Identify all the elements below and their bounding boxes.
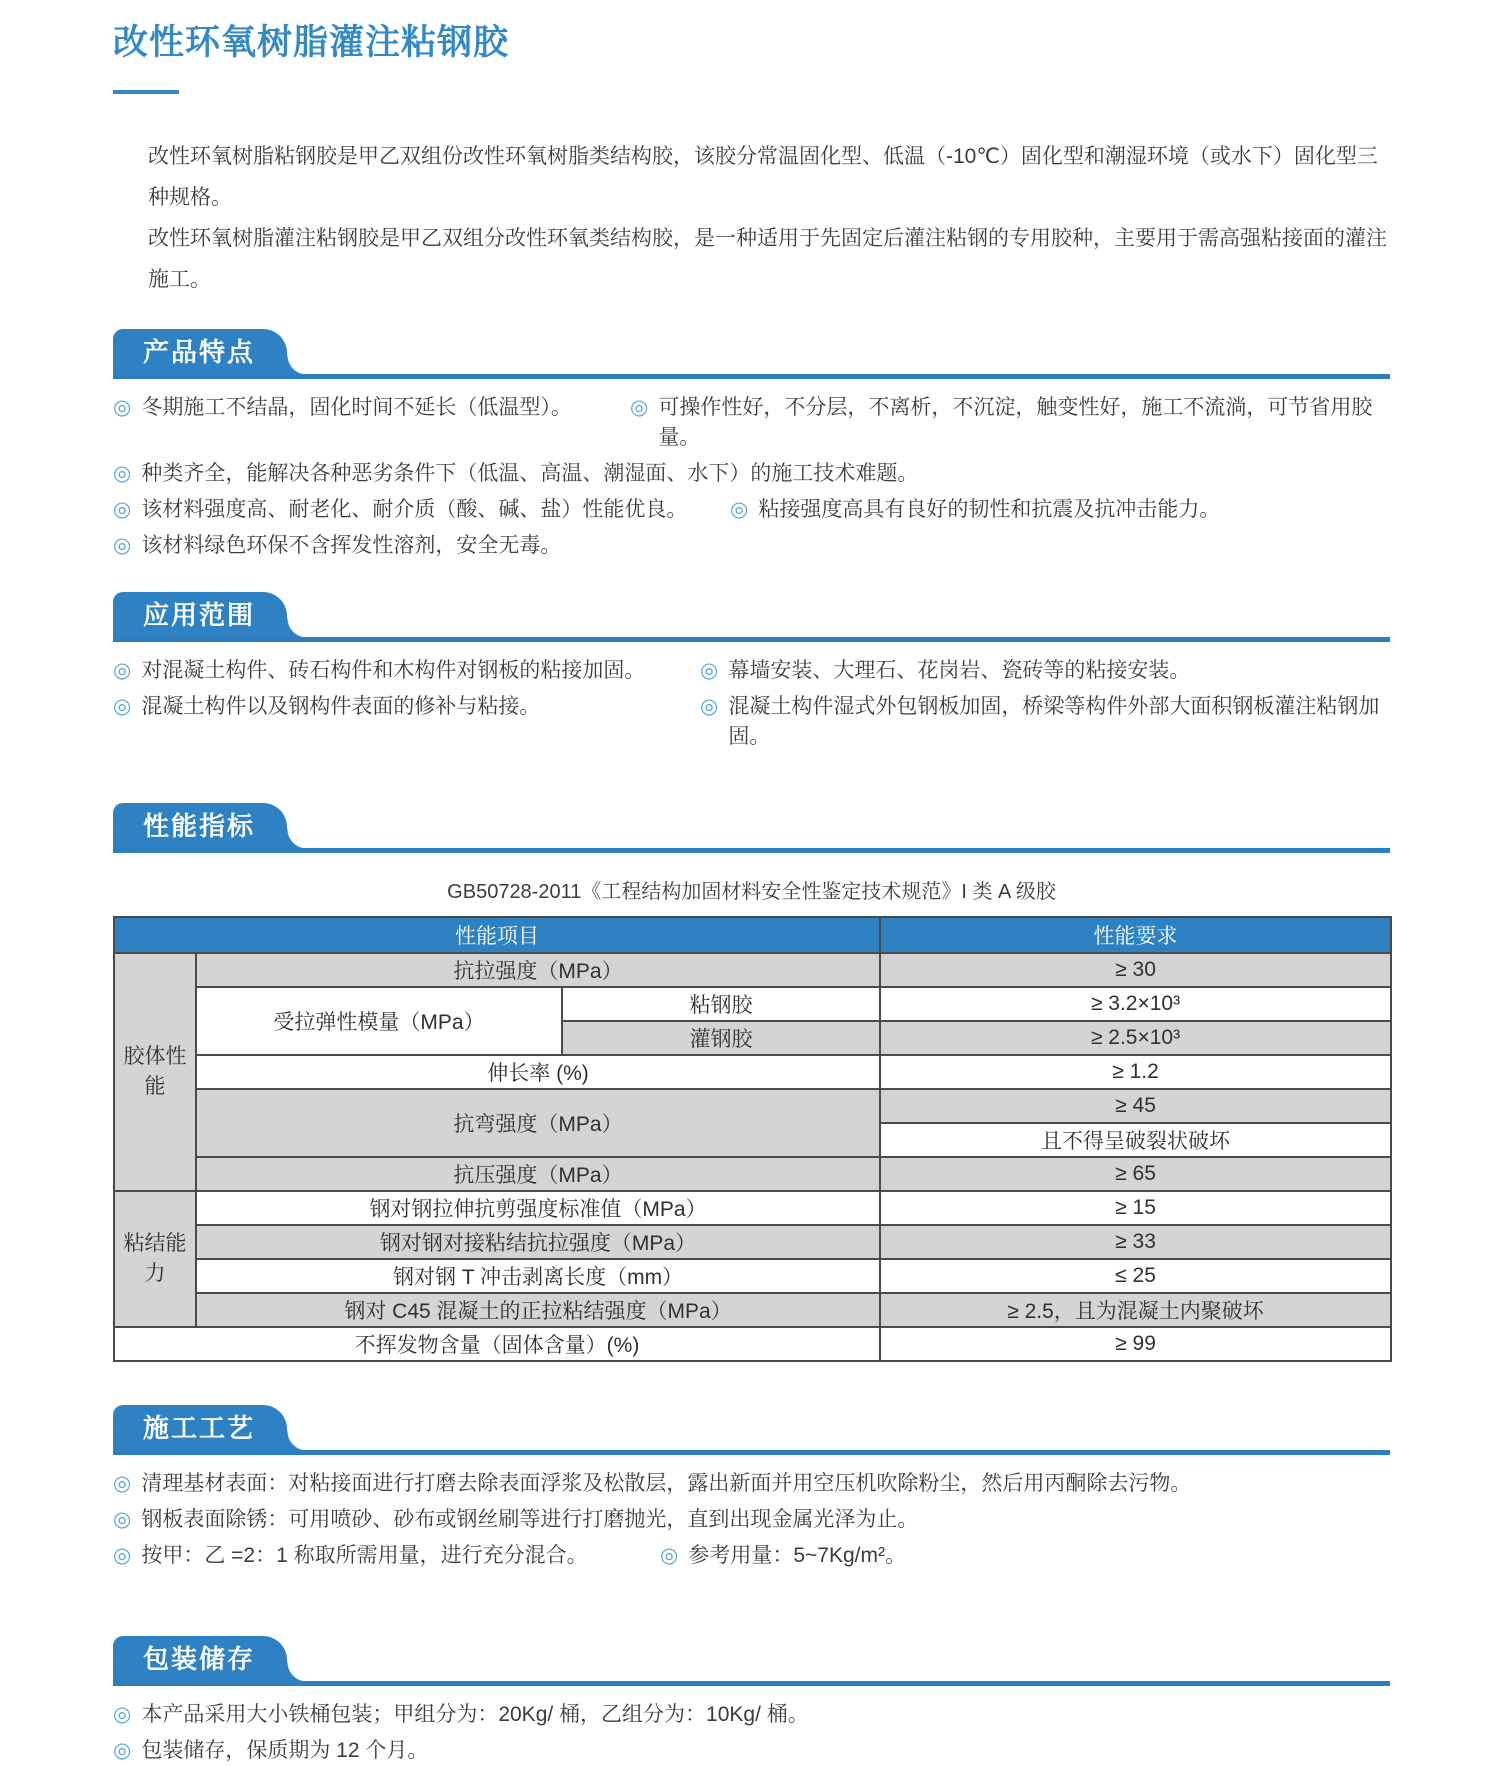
- item-cell: 钢对 C45 混凝土的正拉粘结强度（MPa）: [196, 1293, 880, 1327]
- double-circle-bullet-icon: ◎: [113, 1544, 132, 1567]
- list-item: [113, 1700, 809, 1730]
- bullet-text: 本产品采用大小铁桶包装；甲组分为：20Kg/ 桶，乙组分为：10Kg/ 桶。: [141, 1703, 809, 1726]
- bullet-text: 对混凝土构件、砖石构件和木构件对钢板的粘接加固。: [141, 659, 646, 682]
- table-row: [114, 1225, 1391, 1259]
- bullet-text: 混凝土构件以及钢构件表面的修补与粘接。: [141, 695, 541, 718]
- double-circle-bullet-icon: ◎: [730, 498, 749, 521]
- applications-list: [113, 656, 1390, 752]
- bullet-text: 参考用量：5~7Kg/m²。: [688, 1544, 906, 1567]
- bullet-text: 按甲：乙 =2：1 称取所需用量，进行充分混合。: [141, 1544, 588, 1567]
- intro-line-1: 改性环氧树脂粘钢胶是甲乙双组份改性环氧树脂类结构胶，该胶分常温固化型、低温（-10℃）固化型和潮湿环境（或水下）固化型三种规格。: [148, 145, 1378, 209]
- requirement-cell: ≥ 45: [880, 1089, 1391, 1123]
- bullet-text: 该材料绿色环保不含挥发性溶剂，安全无毒。: [141, 534, 562, 557]
- list-item: [730, 495, 1220, 525]
- table-row: [114, 1089, 1391, 1123]
- intro-paragraphs: [113, 136, 1390, 300]
- bullet-text: 钢板表面除锈：可用喷砂、砂布或钢丝刷等进行打磨抛光，直到出现金属光泽为止。: [141, 1508, 919, 1531]
- table-row: [114, 953, 1391, 987]
- list-item: [113, 1505, 918, 1535]
- requirement-cell: ≥ 2.5×10³: [880, 1021, 1391, 1055]
- title-underline-bar: [113, 90, 179, 94]
- requirement-cell: ≥ 65: [880, 1157, 1391, 1191]
- list-row: [113, 656, 1390, 686]
- double-circle-bullet-icon: ◎: [113, 695, 132, 718]
- list-item: [113, 459, 918, 489]
- bullet-text: 粘接强度高具有良好的韧性和抗震及抗冲击能力。: [758, 498, 1221, 521]
- section-header-packaging: [113, 1635, 1390, 1686]
- subitem-cell: 粘钢胶: [562, 987, 880, 1021]
- subitem-cell: 灌钢胶: [562, 1021, 880, 1055]
- list-row: [113, 1505, 1390, 1535]
- requirement-cell: ≥ 15: [880, 1191, 1391, 1225]
- section-header-performance: [113, 802, 1390, 853]
- section-badge-features: 产品特点: [113, 329, 287, 375]
- double-circle-bullet-icon: ◎: [113, 1508, 132, 1531]
- table-header-item: 性能项目: [114, 917, 880, 953]
- requirement-cell: 且不得呈破裂状破坏: [880, 1123, 1391, 1157]
- table-row: [114, 987, 1391, 1021]
- table-header-requirement: 性能要求: [880, 917, 1391, 953]
- list-item: [700, 656, 1190, 686]
- section-badge-packaging: 包装储存: [113, 1636, 287, 1682]
- double-circle-bullet-icon: ◎: [113, 1739, 132, 1762]
- item-cell: 钢对钢 T 冲击剥离长度（mm）: [196, 1259, 880, 1293]
- item-cell: 钢对钢对接粘结抗拉强度（MPa）: [196, 1225, 880, 1259]
- item-cell: 钢对钢拉伸抗剪强度标准值（MPa）: [196, 1191, 880, 1225]
- double-circle-bullet-icon: ◎: [660, 1544, 679, 1567]
- list-item: [113, 1541, 660, 1571]
- list-row: [113, 531, 1390, 561]
- list-row: [113, 1469, 1390, 1499]
- performance-table: [113, 916, 1392, 1362]
- section-badge-performance: 性能指标: [113, 803, 287, 849]
- item-cell: 抗弯强度（MPa）: [196, 1089, 880, 1157]
- list-item: [660, 1541, 906, 1571]
- section-header-process: [113, 1404, 1390, 1455]
- intro-line-2: 改性环氧树脂灌注粘钢胶是甲乙双组分改性环氧类结构胶，是一种适用于先固定后灌注粘钢的专用胶种，主要用于需高强粘接面的灌注施工。: [148, 227, 1387, 291]
- packaging-list: [113, 1700, 1390, 1766]
- list-item: [113, 1469, 1191, 1499]
- list-row: [113, 459, 1390, 489]
- item-cell: 抗压强度（MPa）: [196, 1157, 880, 1191]
- list-row: [113, 1700, 1390, 1730]
- bullet-text: 可操作性好，不分层，不离析，不沉淀，触变性好，施工不流淌，可节省用胶量。: [658, 396, 1373, 449]
- table-caption: GB50728-2011《工程结构加固材料安全性鉴定技术规范》I 类 A 级胶: [447, 881, 1056, 903]
- item-cell: 受拉弹性模量（MPa）: [196, 987, 562, 1055]
- list-row: [113, 495, 1390, 525]
- list-item: [113, 692, 700, 752]
- section-header-features: [113, 328, 1390, 379]
- table-row: [114, 1157, 1391, 1191]
- requirement-cell: ≥ 99: [880, 1327, 1391, 1361]
- double-circle-bullet-icon: ◎: [113, 659, 132, 682]
- double-circle-bullet-icon: ◎: [630, 396, 649, 419]
- bullet-text: 冬期施工不结晶，固化时间不延长（低温型）。: [141, 396, 572, 419]
- table-row: [114, 1327, 1391, 1361]
- item-cell: 不挥发物含量（固体含量）(%): [114, 1327, 880, 1361]
- bullet-text: 混凝土构件湿式外包钢板加固，桥梁等构件外部大面积钢板灌注粘钢加固。: [728, 695, 1380, 748]
- requirement-cell: ≥ 1.2: [880, 1055, 1391, 1089]
- table-row: [114, 1055, 1391, 1089]
- section-badge-applications: 应用范围: [113, 592, 287, 638]
- list-row: [113, 692, 1390, 752]
- requirement-cell: ≥ 2.5，且为混凝土内聚破坏: [880, 1293, 1391, 1327]
- double-circle-bullet-icon: ◎: [700, 659, 719, 682]
- item-cell: 伸长率 (%): [196, 1055, 880, 1089]
- table-row: [114, 1191, 1391, 1225]
- page-title: 改性环氧树脂灌注粘钢胶: [113, 23, 510, 62]
- double-circle-bullet-icon: ◎: [113, 1703, 132, 1726]
- double-circle-bullet-icon: ◎: [113, 396, 132, 419]
- double-circle-bullet-icon: ◎: [113, 462, 132, 485]
- requirement-cell: ≥ 30: [880, 953, 1391, 987]
- features-list: [113, 393, 1390, 561]
- table-row: [114, 1259, 1391, 1293]
- requirement-cell: ≤ 25: [880, 1259, 1391, 1293]
- process-list: [113, 1469, 1390, 1571]
- list-row: [113, 1541, 1390, 1571]
- group-cell-adhesive-properties: 胶体性能: [114, 953, 196, 1191]
- list-row: [113, 393, 1390, 453]
- group-cell-bonding-capacity: 粘结能力: [114, 1191, 196, 1327]
- list-item: [113, 393, 630, 453]
- list-item: [113, 495, 730, 525]
- list-item: [113, 656, 700, 686]
- bullet-text: 幕墙安装、大理石、花岗岩、瓷砖等的粘接安装。: [728, 659, 1191, 682]
- list-item: [630, 393, 1390, 453]
- section-badge-process: 施工工艺: [113, 1405, 287, 1451]
- table-row: [114, 1293, 1391, 1327]
- bullet-text: 种类齐全，能解决各种恶劣条件下（低温、高温、潮湿面、水下）的施工技术难题。: [141, 462, 919, 485]
- list-row: [113, 1736, 1390, 1766]
- double-circle-bullet-icon: ◎: [700, 695, 719, 718]
- double-circle-bullet-icon: ◎: [113, 1472, 132, 1495]
- requirement-cell: ≥ 33: [880, 1225, 1391, 1259]
- bullet-text: 包装储存，保质期为 12 个月。: [141, 1739, 429, 1762]
- section-header-applications: [113, 591, 1390, 642]
- list-item: [700, 692, 1390, 752]
- table-header-row: [114, 917, 1391, 953]
- bullet-text: 该材料强度高、耐老化、耐介质（酸、碱、盐）性能优良。: [141, 498, 688, 521]
- requirement-cell: ≥ 3.2×10³: [880, 987, 1391, 1021]
- double-circle-bullet-icon: ◎: [113, 498, 132, 521]
- list-item: [113, 1736, 428, 1766]
- list-item: [113, 531, 561, 561]
- double-circle-bullet-icon: ◎: [113, 534, 132, 557]
- bullet-text: 清理基材表面：对粘接面进行打磨去除表面浮浆及松散层，露出新面并用空压机吹除粉尘，然后用丙酮除去污物。: [141, 1472, 1192, 1495]
- item-cell: 抗拉强度（MPa）: [196, 953, 880, 987]
